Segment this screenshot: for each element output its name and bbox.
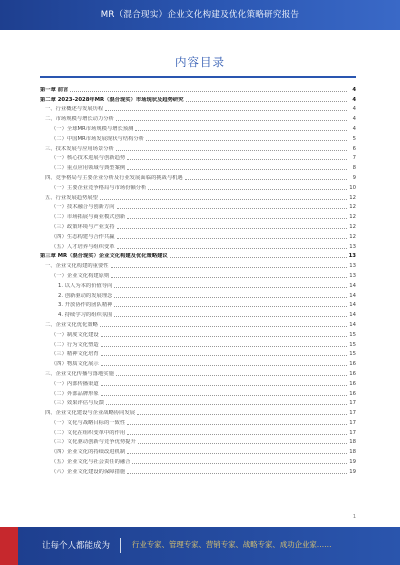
toc-entry[interactable] (40, 172, 356, 182)
toc-entry-title: （一）制度文化建设 (51, 331, 99, 338)
toc-entry-page: 16 (349, 390, 356, 397)
toc-leader-dots (111, 267, 347, 268)
toc-entry-page: 17 (349, 429, 356, 436)
toc-entry-title: （四）企业文化的持续改进机制 (51, 449, 126, 456)
toc-entry-page: 5 (352, 135, 356, 142)
toc-entry-page: 14 (349, 282, 356, 289)
toc-entry-page: 4 (352, 116, 356, 123)
toc-entry-page: 12 (349, 233, 356, 240)
toc-entry-title: （六）企业文化建设的保障措施 (51, 468, 126, 475)
toc-entry-page: 19 (349, 459, 356, 466)
toc-leader-dots (106, 404, 347, 405)
toc-entry-page: 13 (349, 243, 356, 250)
toc-entry-page: 16 (349, 370, 356, 377)
toc-leader-dots (114, 287, 347, 288)
toc-entry-title: （五）企业文化与社会责任的融合 (51, 459, 131, 466)
toc-leader-dots (127, 424, 347, 425)
toc-entry-title: 三、技术发展与应用场景分析 (45, 145, 114, 152)
toc-entry[interactable] (40, 192, 356, 202)
toc-entry-page: 14 (349, 302, 356, 309)
toc-leader-dots (127, 169, 347, 170)
toc-entry[interactable] (40, 349, 356, 359)
toc-entry[interactable] (40, 407, 356, 417)
toc-leader-dots (101, 336, 347, 337)
toc-entry-title: 第一章 前言 (40, 86, 69, 93)
toc-entry-title: （一）全球MR市场规模与增长预测 (51, 125, 134, 132)
footer-banner (0, 527, 400, 565)
toc-entry[interactable] (40, 231, 356, 241)
toc-divider (40, 76, 356, 78)
toc-leader-dots (117, 208, 347, 209)
toc-entry[interactable] (40, 113, 356, 123)
toc-entry-title: （三）精神文化培育 (51, 351, 99, 358)
toc-leader-dots (132, 463, 347, 464)
toc-entry-page: 4 (352, 86, 356, 93)
toc-entry-title: （一）文化与战略目标的一致性 (51, 419, 126, 426)
table-of-contents (40, 84, 356, 476)
toc-entry[interactable] (40, 84, 356, 94)
toc-entry[interactable] (40, 446, 356, 456)
toc-entry-page: 16 (349, 380, 356, 387)
toc-entry-page: 18 (349, 439, 356, 446)
toc-entry-page: 15 (349, 331, 356, 338)
toc-entry[interactable] (40, 309, 356, 319)
toc-entry-page: 14 (349, 292, 356, 299)
toc-leader-dots (101, 355, 347, 356)
toc-leader-dots (185, 179, 347, 180)
toc-leader-dots (148, 189, 347, 190)
toc-leader-dots (127, 218, 347, 219)
toc-entry-title: （二）外部品牌形象 (51, 390, 99, 397)
toc-entry[interactable] (40, 251, 356, 261)
toc-entry-page: 12 (349, 223, 356, 230)
toc-entry-title: （二）中国MR市场发展现状与结构分析 (51, 135, 145, 142)
toc-entry-title: （三）文化驱动创新与竞争优势提升 (51, 439, 136, 446)
toc-entry[interactable] (40, 153, 356, 163)
toc-entry[interactable] (40, 94, 356, 104)
toc-leader-dots (127, 473, 347, 474)
toc-entry-title: 四、竞争格局与主要企业分析及行业发展面临的挑战与机遇 (45, 174, 183, 181)
toc-entry[interactable] (40, 368, 356, 378)
report-title: MR（混合现实）企业文化构建及优化策略研究报告 (100, 10, 300, 20)
toc-entry-title: （二）文化在组织变革中的作用 (51, 429, 126, 436)
toc-entry-page: 18 (349, 449, 356, 456)
toc-entry[interactable] (40, 427, 356, 437)
toc-entry-title: 五、行业发展趋势展望 (45, 194, 98, 201)
toc-entry-title: （五）人才培养与组织变革 (51, 243, 115, 250)
toc-entry-page: 14 (349, 321, 356, 328)
footer-red-accent (0, 527, 18, 565)
toc-entry[interactable] (40, 202, 356, 212)
toc-entry-page: 7 (352, 155, 356, 162)
page-number: 1 (352, 514, 356, 520)
toc-leader-dots (117, 248, 347, 249)
toc-entry[interactable] (40, 211, 356, 221)
report-header-bar (0, 0, 400, 30)
toc-entry-title: （二）重点应用领域与典型案例 (51, 165, 126, 172)
toc-leader-dots (116, 150, 347, 151)
toc-entry[interactable] (40, 388, 356, 398)
toc-entry-page: 6 (352, 145, 356, 152)
toc-entry-page: 8 (352, 165, 356, 172)
toc-leader-dots (127, 453, 347, 454)
toc-leader-dots (101, 346, 347, 347)
toc-entry-page: 15 (349, 341, 356, 348)
toc-entry-page: 16 (349, 361, 356, 368)
toc-entry-title: （二）行为文化塑造 (51, 341, 99, 348)
toc-entry-page: 13 (349, 272, 356, 279)
toc-leader-dots (135, 130, 347, 131)
toc-entry-page: 4 (352, 125, 356, 132)
toc-leader-dots (114, 297, 347, 298)
toc-leader-dots (116, 375, 347, 376)
toc-entry[interactable] (40, 358, 356, 368)
toc-entry-title: 四、企业文化建设与企业战略协同发展 (45, 410, 136, 417)
toc-entry[interactable] (40, 300, 356, 310)
toc-entry-page: 4 (352, 106, 356, 113)
toc-leader-dots (114, 306, 347, 307)
toc-entry[interactable] (40, 456, 356, 466)
toc-leader-dots (111, 277, 347, 278)
toc-leader-dots (116, 120, 347, 121)
toc-entry[interactable] (40, 339, 356, 349)
toc-entry-page: 14 (349, 312, 356, 319)
toc-entry-title: 二、企业文化优化策略 (45, 321, 98, 328)
toc-entry[interactable] (40, 241, 356, 251)
toc-leader-dots (105, 110, 347, 111)
toc-leader-dots (101, 365, 347, 366)
toc-heading: 内容目录 (175, 55, 225, 69)
toc-entry-title: 2. 创新驱动的发展理念 (58, 292, 113, 299)
toc-entry-page: 12 (349, 214, 356, 221)
footer-separator (120, 538, 121, 553)
toc-leader-dots (114, 316, 347, 317)
toc-entry-title: （一）内部传播渠道 (51, 380, 99, 387)
toc-entry-title: 一、企业文化构建的重要性 (45, 263, 109, 270)
toc-entry-title: （一）主要企业竞争格局与市场份额分析 (51, 184, 147, 191)
toc-leader-dots (138, 443, 347, 444)
toc-entry-title: 二、市场规模与增长动力分析 (45, 116, 114, 123)
toc-entry-title: 4. 持续学习的组织氛围 (58, 312, 113, 319)
toc-entry[interactable] (40, 133, 356, 143)
toc-entry[interactable] (40, 319, 356, 329)
toc-leader-dots (127, 159, 347, 160)
toc-entry-title: （一）技术融合与创新方向 (51, 204, 115, 211)
toc-entry-title: （四）物质文化展示 (51, 361, 99, 368)
toc-entry[interactable] (40, 329, 356, 339)
toc-entry-page: 9 (352, 174, 356, 181)
toc-entry[interactable] (40, 162, 356, 172)
toc-entry-page: 4 (352, 96, 356, 103)
toc-entry-title: 第三章 MR（混合现实）企业文化构建及优化策略建议 (40, 253, 168, 260)
toc-leader-dots (101, 395, 347, 396)
footer-tagline: 行业专家、管理专家、营销专家、战略专家、成功企业家…… (132, 540, 332, 549)
toc-entry[interactable] (40, 466, 356, 476)
toc-entry-page: 10 (349, 184, 356, 191)
toc-entry-page: 12 (349, 194, 356, 201)
toc-entry-page: 12 (349, 204, 356, 211)
toc-entry[interactable] (40, 123, 356, 133)
toc-entry-page: 13 (348, 253, 356, 260)
toc-leader-dots (70, 91, 347, 92)
toc-entry-page: 17 (349, 419, 356, 426)
toc-leader-dots (127, 434, 347, 435)
toc-entry[interactable] (40, 398, 356, 408)
toc-entry-title: （一）企业文化构建原则 (51, 272, 110, 279)
toc-leader-dots (186, 101, 347, 102)
toc-entry[interactable] (40, 378, 356, 388)
toc-leader-dots (100, 326, 347, 327)
toc-entry-title: （二）市场拓展与商业模式创新 (51, 214, 126, 221)
toc-entry-title: 1. 以人为本的价值导向 (58, 282, 113, 289)
toc-entry-title: （一）核心技术进展与创新趋势 (51, 155, 126, 162)
toc-entry[interactable] (40, 182, 356, 192)
toc-entry-title: 三、企业文化传播与落地实施 (45, 370, 114, 377)
toc-entry-page: 13 (349, 263, 356, 270)
toc-leader-dots (117, 228, 347, 229)
toc-entry-title: （四）生态构建与合作共赢 (51, 233, 115, 240)
toc-entry-title: （三）效果评估与反馈 (51, 400, 104, 407)
toc-entry[interactable] (40, 270, 356, 280)
toc-entry-title: 一、行业概述与发展历程 (45, 106, 104, 113)
toc-entry-title: 第二章 2023-2028年MR（混合现实）市场现状及趋势研究 (40, 96, 184, 103)
toc-entry[interactable] (40, 104, 356, 114)
toc-entry-title: 3. 开放协作的团队精神 (58, 302, 113, 309)
toc-entry-page: 19 (349, 468, 356, 475)
toc-leader-dots (117, 238, 347, 239)
toc-entry-page: 17 (349, 400, 356, 407)
toc-entry[interactable] (40, 290, 356, 300)
toc-entry-page: 17 (349, 410, 356, 417)
toc-entry[interactable] (40, 280, 356, 290)
toc-entry[interactable] (40, 437, 356, 447)
toc-entry[interactable] (40, 260, 356, 270)
toc-leader-dots (100, 199, 347, 200)
toc-entry[interactable] (40, 417, 356, 427)
toc-entry-page: 15 (349, 351, 356, 358)
toc-entry-title: （三）政策环境与产业支持 (51, 223, 115, 230)
toc-leader-dots (170, 257, 347, 258)
toc-leader-dots (146, 140, 347, 141)
toc-leader-dots (137, 414, 347, 415)
toc-leader-dots (101, 385, 347, 386)
toc-entry[interactable] (40, 143, 356, 153)
toc-entry[interactable] (40, 221, 356, 231)
footer-slogan: 让每个人都能成为 (42, 541, 111, 551)
